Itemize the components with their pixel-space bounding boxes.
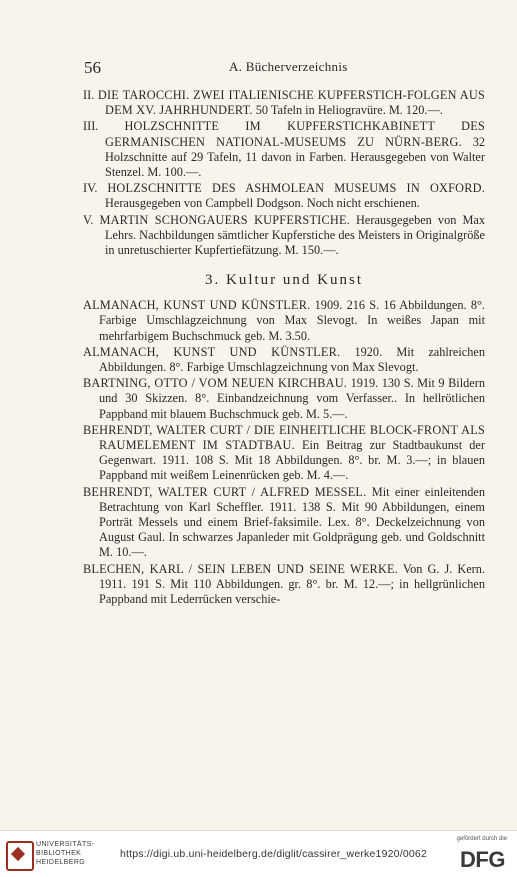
entry-body: Mit einer einleitenden Betrachtung von Karl Scheffler. 1911. 138 S. Mit 90 Abbildungen, einem Porträt Messels und einem Brief-faksimile. Lex. 8°. Deckelzeichnung von August Gaul. In schwarzes Japanleder mit Goldprägung geb. und Goldschnitt M. 10.—. [99,484,485,560]
entry-heading: MARTIN SCHONGAUERS KUPFERSTICHE. [99,212,350,227]
entry-body: Herausgegeben von Campbell Dodgson. Noch nicht erschienen. [105,196,420,211]
catalog-entry [83,562,485,608]
entry-number: V. [83,212,94,227]
catalog-entry [83,181,485,211]
catalog-entry [83,485,485,561]
entry-body: 1920. Mit zahlreichen Abbildungen. 8°. Farbige Umschlagzeichnung von Max Slevogt. [99,344,485,375]
catalog-entry [83,423,485,484]
section-title: 3. Kultur und Kunst [205,272,363,289]
viewer-footer [0,830,517,877]
page-header [84,58,487,80]
catalog-entry [83,345,485,375]
library-name: UNIVERSITÄTS- BIBLIOTHEK HEIDELBERG [36,841,95,866]
catalog-entry [83,298,485,344]
entry-body: Ein Beitrag zur Stadtbaukunst der Gegenwart. 1911. 108 S. Mit 18 Abbildungen. 8°. br. M. 3.—; in blauen Pappband mit weißem Leinenrücken geb. M. 4.—. [99,438,485,483]
dfg-logo[interactable]: DFG [460,847,505,872]
entry-heading: BEHRENDT, WALTER CURT / ALFRED MESSEL. [83,484,367,499]
library-seal-icon [6,841,34,871]
running-head: A. Bücherverzeichnis [229,59,348,74]
entry-number: II. [83,88,95,102]
entry-body: 50 Tafeln in Heliogravüre. M. 120.—. [252,103,443,118]
entry-heading: ALMANACH, KUNST UND KÜNSTLER. [83,344,341,359]
entry-heading: HOLZSCHNITTE DES ASHMOLEAN MUSEUMS IN OXFORD. [107,181,485,196]
entry-number: IV. [83,181,98,196]
catalog-entry [83,213,485,259]
entry-heading: ALMANACH, KUNST UND KÜNSTLER. [83,298,311,313]
entry-heading: DIE TAROCCHI. ZWEI ITALIENISCHE KUPFERSTICH-FOLGEN AUS DEM XV. JAHRHUNDERT. [97,88,485,118]
funder-caption: gefördert durch die [456,836,507,842]
entry-heading: HOLZSCHNITTE IM KUPFERSTICHKABINETT DES GERMANISCHEN NATIONAL-MUSEUMS ZU NÜRN-BERG. [105,119,485,149]
permalink-url[interactable]: https://digi.ub.uni-heidelberg.de/diglit/cassirer_werke1920/0062 [120,848,427,860]
entry-body: Herausgegeben von Max Lehrs. Nachbildungen sämtlicher Kupferstiche des Meisters in Originalgröße in unretuschierter Kupfertiefätzung. M. 150.—. [105,212,485,258]
page-number: 56 [84,58,101,77]
catalog-content [83,88,485,608]
entry-heading: BLECHEN, KARL / SEIN LEBEN UND SEINE WERKE. [83,561,399,576]
library-logo[interactable] [6,839,116,871]
catalog-entry [83,88,485,118]
catalog-entry [83,376,485,422]
catalog-entry [83,119,485,180]
entry-heading: BARTNING, OTTO / VOM NEUEN KIRCHBAU. [83,376,348,391]
entry-number: III. [83,119,99,134]
entry-heading: BEHRENDT, WALTER CURT / DIE EINHEITLICHE BLOCK-FRONT ALS RAUMELEMENT IM STADTBAU. [83,422,485,453]
entry-body: 1909. 216 S. 16 Abbildungen. 8°. Farbige Umschlagzeichnung von Max Slevogt. In weißes Japan mit mehrfarbigem Buchschmuck geb. M. 3.50. [99,298,485,343]
entry-body: 32 Holzschnitte auf 29 Tafeln, 11 davon in Farben. Herausgegeben von Walter Stenzel. M. 100.—. [105,134,485,180]
entry-body: 1919. 130 S. Mit 9 Bildern und 30 Skizzen. 8°. Einbandzeichnung vom Verfasser.. In hellrötlichen Pappband mit blauem Buchschmuck geb. M. 5.—. [99,376,485,421]
entry-body: Von G. J. Kern. 1911. 191 S. Mit 110 Abbildungen. gr. 8°. br. M. 12.—; in hellgrünlichen Pappband mit Lederrücken verschie- [99,561,486,607]
